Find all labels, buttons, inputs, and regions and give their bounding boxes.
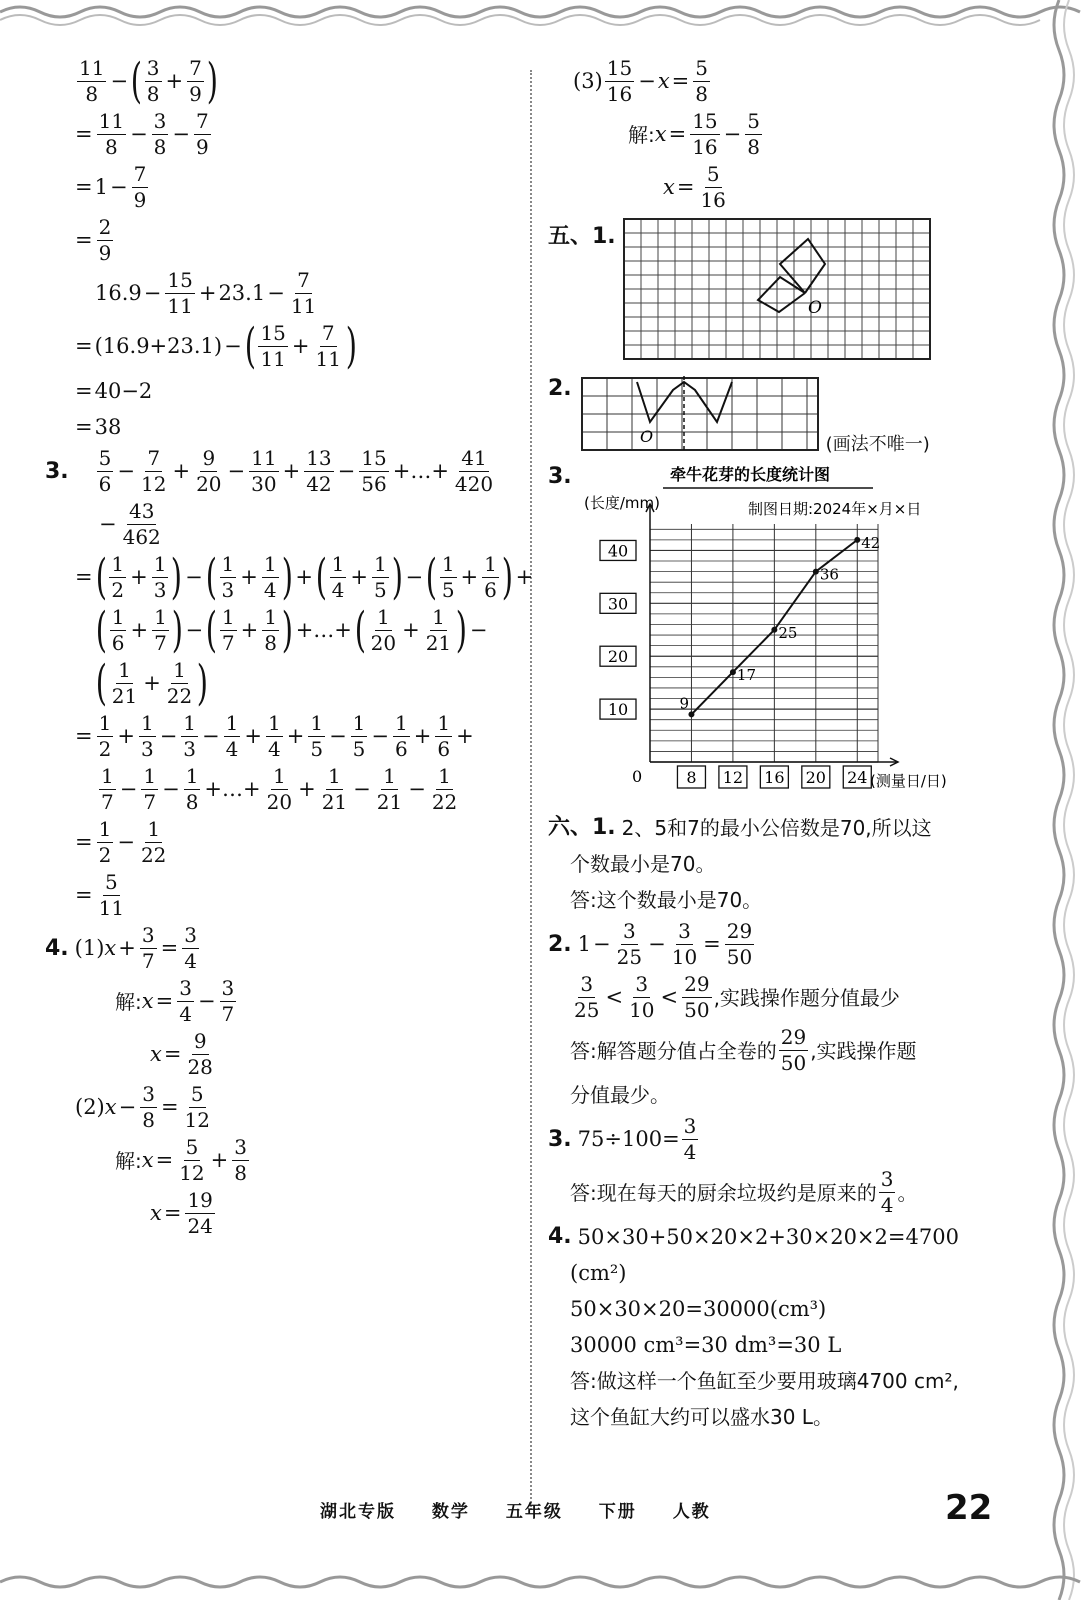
fraction: $\frac{1}{21}$ (321, 764, 348, 814)
fraction: $\frac{1}{7}$ (101, 764, 114, 814)
calc-line: (cm²) (570, 1260, 627, 1285)
fraction: $\frac{1}{2}$ (111, 552, 125, 602)
fraction: $\frac{1}{5}$ (310, 711, 324, 761)
fraction: $\frac{1}{4}$ (267, 711, 281, 761)
calc-line: x = $\frac{5}{16}$ (663, 162, 726, 212)
fraction: $\frac{1}{5}$ (441, 552, 455, 602)
fraction: $\frac{15}{16}$ (606, 56, 633, 106)
fraction: $\frac{11}{8}$ (98, 109, 125, 159)
calc-line: (3) $\frac{15}{16}$ − x = $\frac{5}{8}$ (573, 56, 708, 106)
fraction: $\frac{1}{6}$ (437, 711, 451, 761)
fraction: $\frac{7}{9}$ (133, 162, 147, 212)
y-tick-label: 30 (607, 594, 628, 614)
calc-line: $\frac{11}{8}$ − ( $\frac{3}{8}$ + $\frac{7}{9}$ ) (79, 52, 218, 109)
footer-publisher: 人教 (672, 1502, 711, 1522)
rotated-shape-left (758, 277, 805, 312)
footer (320, 1497, 739, 1522)
origin-label: 0 (631, 767, 642, 786)
calc-line: 16.9 − $\frac{15}{11}$ + 23.1 − $\frac{7}{11}$ (95, 268, 317, 318)
chart-date-note: 制图日期:2024年×月×日 (747, 500, 922, 518)
fraction: $\frac{5}{16}$ (700, 162, 726, 212)
data-point (771, 627, 777, 633)
grid-figure-2 (580, 376, 820, 452)
calc-line: = $\frac{11}{8}$ − $\frac{3}{8}$ − $\frac{7}{9}$ (75, 109, 209, 159)
fraction: $\frac{1}{21}$ (376, 764, 403, 814)
symmetric-shape (637, 382, 732, 422)
fraction: $\frac{15}{11}$ (260, 321, 286, 371)
fraction: $\frac{7}{9}$ (189, 56, 202, 106)
fraction: $\frac{11}{30}$ (251, 446, 277, 496)
section-5-q3: 3. 牵牛花芽的长度统计图 (长度/mm) 制图日期:2024年×月×日 10 20 30 40 8 12 16 20 24 9 17 25 36 42 0 (测量日/日) (548, 464, 1018, 809)
grid-lines (582, 378, 818, 450)
calc-line: (2) x − $\frac{3}{8}$ = $\frac{5}{12}$ (75, 1082, 210, 1132)
calc-line: 解: x = $\frac{15}{16}$ − $\frac{5}{8}$ (628, 109, 760, 159)
data-point (730, 669, 736, 675)
fraction: $\frac{3}{7}$ (141, 923, 155, 973)
fraction: $\frac{1}{8}$ (264, 605, 277, 655)
data-point (812, 569, 818, 575)
fraction: $\frac{5}{12}$ (184, 1082, 210, 1132)
fraction: $\frac{1}{20}$ (266, 764, 293, 814)
fraction: $\frac{3}{8}$ (234, 1135, 247, 1185)
line-chart (578, 464, 1008, 809)
x-tick-label: 16 (763, 768, 785, 787)
x-tick-label: 24 (846, 768, 868, 787)
fraction: $\frac{1}{4}$ (263, 552, 277, 602)
answer-line: 答:做这样一个鱼缸至少要用玻璃4700 cm², (570, 1369, 959, 1393)
fraction: $\frac{3}{8}$ (142, 1082, 155, 1132)
fraction: $\frac{15}{11}$ (167, 268, 193, 318)
fraction: $\frac{1}{3}$ (183, 711, 197, 761)
section-6-q4: 4. 50×30+50×20×2+30×20×2=4700 (548, 1224, 959, 1249)
fraction: $\frac{13}{42}$ (306, 446, 332, 496)
calc-line: − $\frac{43}{462}$ (99, 499, 161, 549)
fraction: $\frac{1}{6}$ (484, 552, 497, 602)
fraction: $\frac{15}{56}$ (361, 446, 387, 496)
calc-line: = 40−2 (75, 378, 153, 403)
page-number: 22 (945, 1488, 993, 1528)
calc-line: x = $\frac{9}{28}$ (150, 1029, 213, 1079)
fraction: $\frac{1}{7}$ (221, 605, 235, 655)
calc-line: 解: x = $\frac{3}{4}$ − $\frac{3}{7}$ (115, 976, 235, 1026)
data-label: 36 (819, 565, 839, 584)
fraction: $\frac{1}{2}$ (98, 817, 112, 867)
footer-grade: 五年级 (505, 1502, 563, 1522)
fraction: $\frac{29}{50}$ (684, 972, 710, 1022)
fraction: $\frac{1}{5}$ (352, 711, 366, 761)
fraction: $\frac{7}{12}$ (141, 446, 167, 496)
calc-line: $\frac{3}{25}$ < $\frac{3}{10}$ < $\frac{29}{50}$ ,实践操作题分值最少 (574, 972, 900, 1022)
text-line: 个数最小是70。 (570, 852, 716, 876)
calc-line: = $\frac{1}{2}$ − $\frac{1}{22}$ (75, 817, 167, 867)
fraction: $\frac{3}{25}$ (616, 919, 643, 969)
fraction: $\frac{29}{50}$ (726, 919, 753, 969)
fraction: $\frac{5}{6}$ (98, 446, 112, 496)
fraction: $\frac{1}{3}$ (221, 552, 235, 602)
fraction: $\frac{9}{20}$ (196, 446, 222, 496)
calc-line: = (16.9+23.1) − ( $\frac{15}{11}$ + $\frac{7}{11}$ ) (75, 317, 357, 374)
fraction: $\frac{43}{462}$ (122, 499, 161, 549)
calc-line: ( $\frac{1}{21}$ + $\frac{1}{22}$ ) (95, 654, 209, 711)
fraction: $\frac{5}{8}$ (695, 56, 708, 106)
section-6-q3: 3. 75÷100= $\frac{3}{4}$ (548, 1114, 697, 1164)
section-5-q2: 2. O (画法不唯一) (548, 376, 930, 455)
fraction: $\frac{15}{16}$ (692, 109, 718, 159)
footer-edition: 湖北专版 (320, 1502, 396, 1522)
fraction: $\frac{1}{21}$ (425, 605, 452, 655)
fraction: $\frac{3}{8}$ (146, 56, 160, 106)
fraction: $\frac{3}{25}$ (574, 972, 600, 1022)
footer-volume: 下册 (598, 1502, 637, 1522)
fraction: $\frac{1}{8}$ (185, 764, 199, 814)
fraction: $\frac{1}{6}$ (395, 711, 408, 761)
section-5-q1: 五、1. O (548, 217, 1018, 362)
calc-line: 30000 cm³=30 dm³=30 L (570, 1332, 842, 1357)
wavy-border-right (1019, 0, 1089, 1600)
fraction: $\frac{1}{22}$ (431, 764, 458, 814)
x-axis-label: (测量日/日) (869, 772, 947, 790)
fraction: $\frac{3}{10}$ (629, 972, 655, 1022)
x-tick-label: 20 (805, 768, 826, 787)
fraction: $\frac{1}{5}$ (374, 552, 387, 602)
data-point (688, 711, 694, 717)
data-label: 17 (736, 666, 756, 685)
answer-line: 分值最少。 (570, 1083, 670, 1107)
fraction: $\frac{7}{11}$ (290, 268, 317, 318)
fraction: $\frac{3}{4}$ (683, 1114, 697, 1164)
left-column (45, 52, 534, 1243)
chart-grid (646, 504, 898, 766)
section-6-q1: 六、1. 2、5和7的最小公倍数是70,所以这 (548, 815, 932, 840)
calc-line: ( $\frac{1}{6}$ + $\frac{1}{7}$ ) − ( $\frac{1}{7}$ + $\frac{1}{8}$ ) +…+ ( $\frac{1}{20}$ + $\frac{1}{21}$ ) − (95, 601, 488, 658)
calc-line: 50×30×20=30000(cm³) (570, 1296, 827, 1321)
column-divider (530, 70, 532, 1510)
chart-title: 牵牛花芽的长度统计图 (669, 465, 830, 484)
x-tick-label: 12 (722, 768, 743, 787)
fraction: $\frac{1}{7}$ (143, 764, 157, 814)
fraction: $\frac{3}{4}$ (179, 976, 192, 1026)
data-point (854, 537, 860, 543)
fraction: $\frac{1}{3}$ (140, 711, 154, 761)
fraction: $\frac{2}{9}$ (98, 215, 112, 265)
calc-line: = 1 − $\frac{7}{9}$ (75, 162, 147, 212)
data-label: 25 (778, 623, 798, 642)
calc-line: 解: x = $\frac{5}{12}$ + $\frac{3}{8}$ (115, 1135, 247, 1185)
x-tick-label: 8 (686, 768, 697, 787)
section-6-q2: 2. 1 − $\frac{3}{25}$ − $\frac{3}{10}$ = $\frac{29}{50}$ (548, 919, 753, 969)
calc-line: x = $\frac{19}{24}$ (150, 1188, 213, 1238)
question-3: 3. $\frac{5}{6}$ − $\frac{7}{12}$ + $\frac{9}{20}$ − $\frac{11}{30}$ + $\frac{13}{42}$ − $\frac{15}{56}$ +…+ $\frac{41}{420}$ (45, 446, 494, 496)
question-4: 4. (1) x + $\frac{3}{7}$ = $\frac{3}{4}$ (45, 923, 197, 973)
fraction: $\frac{3}{10}$ (671, 919, 698, 969)
fraction: $\frac{29}{50}$ (780, 1025, 807, 1075)
y-tick-label: 40 (607, 541, 628, 561)
fraction: $\frac{1}{7}$ (154, 605, 167, 655)
wavy-border-bottom (0, 1570, 1089, 1600)
fraction: $\frac{1}{3}$ (153, 552, 167, 602)
grid-lines (624, 219, 930, 359)
fraction: $\frac{1}{6}$ (111, 605, 125, 655)
fraction: $\frac{1}{22}$ (166, 658, 193, 708)
fraction: $\frac{41}{420}$ (454, 446, 494, 496)
answer-line: 答:解答题分值占全卷的 $\frac{29}{50}$ ,实践操作题 (570, 1025, 917, 1075)
y-tick-label: 10 (607, 700, 628, 720)
answer-line: 这个鱼缸大约可以盛水30 L。 (570, 1405, 833, 1429)
fraction: $\frac{1}{4}$ (225, 711, 239, 761)
fraction: $\frac{5}{8}$ (747, 109, 760, 159)
calc-line: $\frac{1}{7}$ − $\frac{1}{7}$ − $\frac{1}{8}$ +…+ $\frac{1}{20}$ + $\frac{1}{21}$ − $\frac{1}{21}$ − $\frac{1}{22}$ (101, 764, 458, 814)
calc-line: = $\frac{2}{9}$ (75, 215, 112, 265)
fraction: $\frac{7}{11}$ (315, 321, 341, 371)
point-o-label: O (639, 427, 653, 446)
fraction: $\frac{7}{9}$ (196, 109, 209, 159)
wavy-border-top (0, 0, 1089, 30)
calc-line: = 38 (75, 414, 122, 439)
fraction: $\frac{1}{20}$ (370, 605, 397, 655)
fraction: $\frac{9}{28}$ (187, 1029, 213, 1079)
data-label: 9 (679, 694, 689, 713)
fraction: $\frac{5}{12}$ (179, 1135, 205, 1185)
fraction: $\frac{5}{11}$ (98, 870, 125, 920)
answer-line: 答:这个数最小是70。 (570, 888, 763, 912)
fraction: $\frac{3}{4}$ (184, 923, 197, 973)
y-axis-label: (长度/mm) (583, 494, 660, 512)
y-tick-label: 20 (607, 647, 628, 667)
fraction: $\frac{11}{8}$ (79, 56, 105, 106)
fraction: $\frac{3}{7}$ (221, 976, 235, 1026)
calc-line: = $\frac{1}{2}$ + $\frac{1}{3}$ − $\frac{1}{3}$ − $\frac{1}{4}$ + $\frac{1}{4}$ + $\frac{1}{5}$ − $\frac{1}{5}$ − $\frac{1}{6}$ + $\frac{1}{6}$ + (75, 711, 474, 761)
fraction: $\frac{1}{21}$ (111, 658, 138, 708)
right-column (548, 58, 1018, 1438)
fraction: $\frac{3}{8}$ (153, 109, 167, 159)
fraction: $\frac{1}{22}$ (140, 817, 167, 867)
fraction: $\frac{1}{4}$ (331, 552, 345, 602)
data-label: 42 (860, 533, 881, 552)
answer-line: 答:现在每天的厨余垃圾约是原来的 $\frac{3}{4}$ 。 (570, 1167, 918, 1217)
grid-figure-1 (622, 217, 932, 362)
fraction: $\frac{19}{24}$ (187, 1188, 213, 1238)
calc-line: = ( $\frac{1}{2}$ + $\frac{1}{3}$ ) − ( $\frac{1}{3}$ + $\frac{1}{4}$ ) + ( $\frac{1}{4}$ + $\frac{1}{5}$ ) − ( $\frac{1}{5}$ + $\frac{1}{6}$ ) + (75, 548, 534, 605)
point-o-label: O (807, 298, 822, 318)
footer-subject: 数学 (431, 1502, 470, 1522)
calc-line: = $\frac{5}{11}$ (75, 870, 125, 920)
fraction: $\frac{1}{2}$ (98, 711, 112, 761)
fraction: $\frac{3}{4}$ (880, 1167, 894, 1217)
